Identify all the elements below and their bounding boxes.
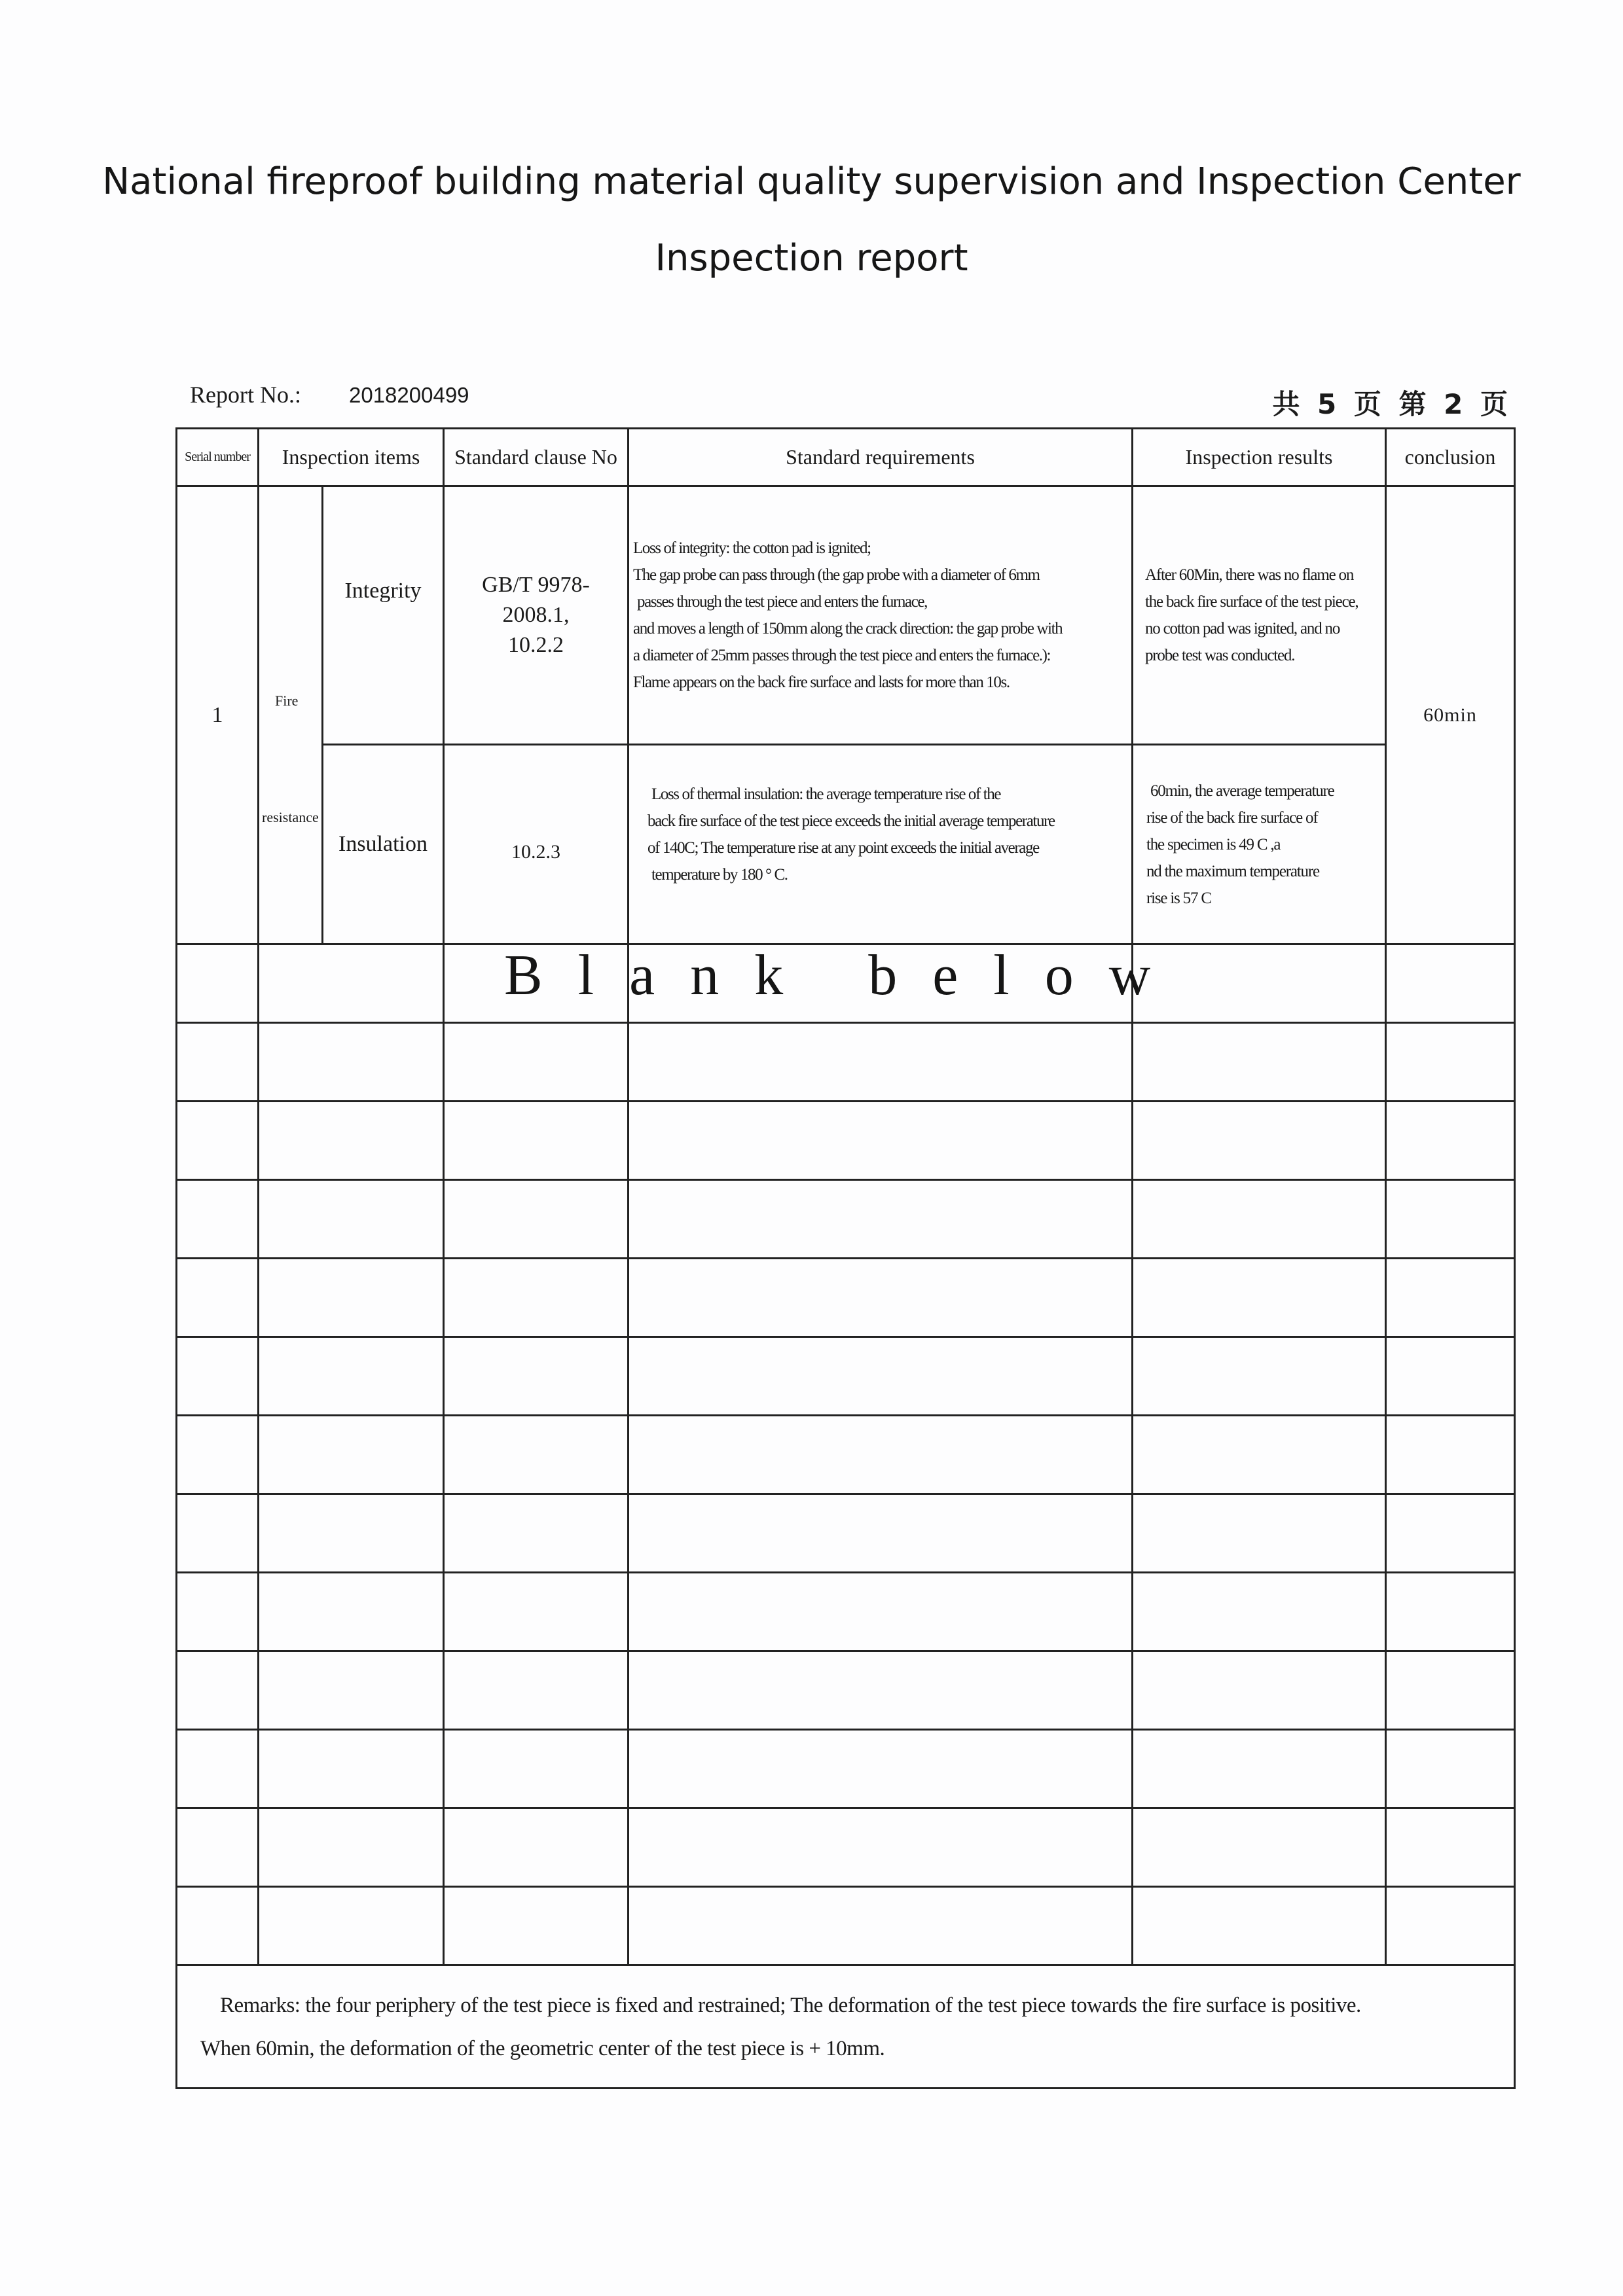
report-number-label: Report No.: xyxy=(190,382,301,408)
col-inspection-items: Inspection items xyxy=(259,429,444,486)
col-inspection-results: Inspection results xyxy=(1133,429,1386,486)
table-row-blank xyxy=(177,1023,1515,1102)
col-standard-requirements: Standard requirements xyxy=(629,429,1133,486)
result-line: rise of the back fire surface of xyxy=(1146,808,1318,827)
req-line: of 140C; The temperature rise at any point exceeds the initial average xyxy=(647,839,1039,857)
result-line: nd the maximum temperature xyxy=(1146,862,1319,880)
result-line: rise is 57 C xyxy=(1146,889,1211,907)
result-line: the back fire surface of the test piece, xyxy=(1145,593,1359,611)
page-info: 共 5 页 第 2 页 xyxy=(1272,388,1512,420)
requirements-insulation xyxy=(629,745,1133,944)
col-conclusion: conclusion xyxy=(1386,429,1515,486)
req-line: and moves a length of 150mm along the crack direction: the gap probe with xyxy=(633,620,1063,637)
report-title: National fireproof building material quality supervision and Inspection Center xyxy=(102,160,1521,203)
req-line: Loss of integrity: the cotton pad is ignited; xyxy=(633,539,871,557)
table-row-blank xyxy=(177,1416,1515,1494)
table-row-blank xyxy=(177,1337,1515,1416)
result-line: no cotton pad was ignited, and no xyxy=(1145,620,1340,637)
table-row-insulation xyxy=(177,745,1515,944)
remarks-row xyxy=(177,1965,1515,2089)
clause-line: 10.2.2 xyxy=(508,633,564,657)
report-number-value: 2018200499 xyxy=(349,383,469,407)
req-line: temperature by 180 ° C. xyxy=(651,866,788,884)
table-row-blank xyxy=(177,1259,1515,1337)
requirements-integrity xyxy=(629,486,1133,745)
result-line: After 60Min, there was no flame on xyxy=(1145,566,1354,584)
clause-line: GB/T 9978- xyxy=(482,573,590,597)
table-row-blank xyxy=(177,1887,1515,1965)
result-line: 60min, the average temperature xyxy=(1150,781,1334,800)
result-line: the specimen is 49 C ,a xyxy=(1146,835,1281,853)
item-group-cell xyxy=(259,486,323,944)
req-line: a diameter of 25mm passes through the test piece and enters the furnace.): xyxy=(633,647,1051,664)
col-serial-number: Serial number xyxy=(177,429,259,486)
req-line: passes through the test piece and enters the furnace, xyxy=(637,593,927,611)
req-line: Flame appears on the back fire surface and lasts for more than 10s. xyxy=(633,673,1010,691)
remarks-cell xyxy=(177,1965,1515,2089)
conclusion-cell: 60min xyxy=(1386,486,1515,944)
table-row-blank xyxy=(177,1494,1515,1573)
req-line: back fire surface of the test piece exceeds the initial average temperature xyxy=(647,812,1055,830)
clause-insulation: 10.2.3 xyxy=(444,745,629,944)
remarks-line-1: Remarks: the four periphery of the test piece is fixed and restrained; The deformation of the test piece towards the fire surface is positive. xyxy=(220,1993,1361,2017)
item-insulation: Insulation xyxy=(323,745,444,944)
clause-integrity xyxy=(444,486,629,745)
table-row-blank xyxy=(177,1730,1515,1808)
req-line: The gap probe can pass through (the gap probe with a diameter of 6mm xyxy=(633,566,1040,584)
table-header-row xyxy=(177,429,1515,486)
table-row-integrity xyxy=(177,486,1515,745)
results-insulation xyxy=(1133,745,1386,944)
table-row-blank xyxy=(177,1651,1515,1730)
item-group-resistance: resistance xyxy=(262,808,319,825)
results-integrity xyxy=(1133,486,1386,745)
blank-below-text: Blank below xyxy=(504,944,1186,1007)
req-line: Loss of thermal insulation: the average temperature rise of the xyxy=(651,785,1001,803)
clause-line: 2008.1, xyxy=(502,603,570,627)
inspection-table xyxy=(175,427,1516,2089)
table-row-blank xyxy=(177,1808,1515,1887)
col-standard-clause: Standard clause No xyxy=(444,429,629,486)
table-row-blank xyxy=(177,1102,1515,1180)
table-row-blank xyxy=(177,1573,1515,1651)
table-row-blank xyxy=(177,1180,1515,1259)
remarks-line-2: When 60min, the deformation of the geometric center of the test piece is + 10mm. xyxy=(200,2036,885,2060)
result-line: probe test was conducted. xyxy=(1145,647,1295,664)
item-integrity: Integrity xyxy=(323,486,444,745)
serial-cell: 1 xyxy=(177,486,259,944)
report-subtitle: Inspection report xyxy=(655,237,968,279)
item-group-fire: Fire xyxy=(275,692,299,709)
